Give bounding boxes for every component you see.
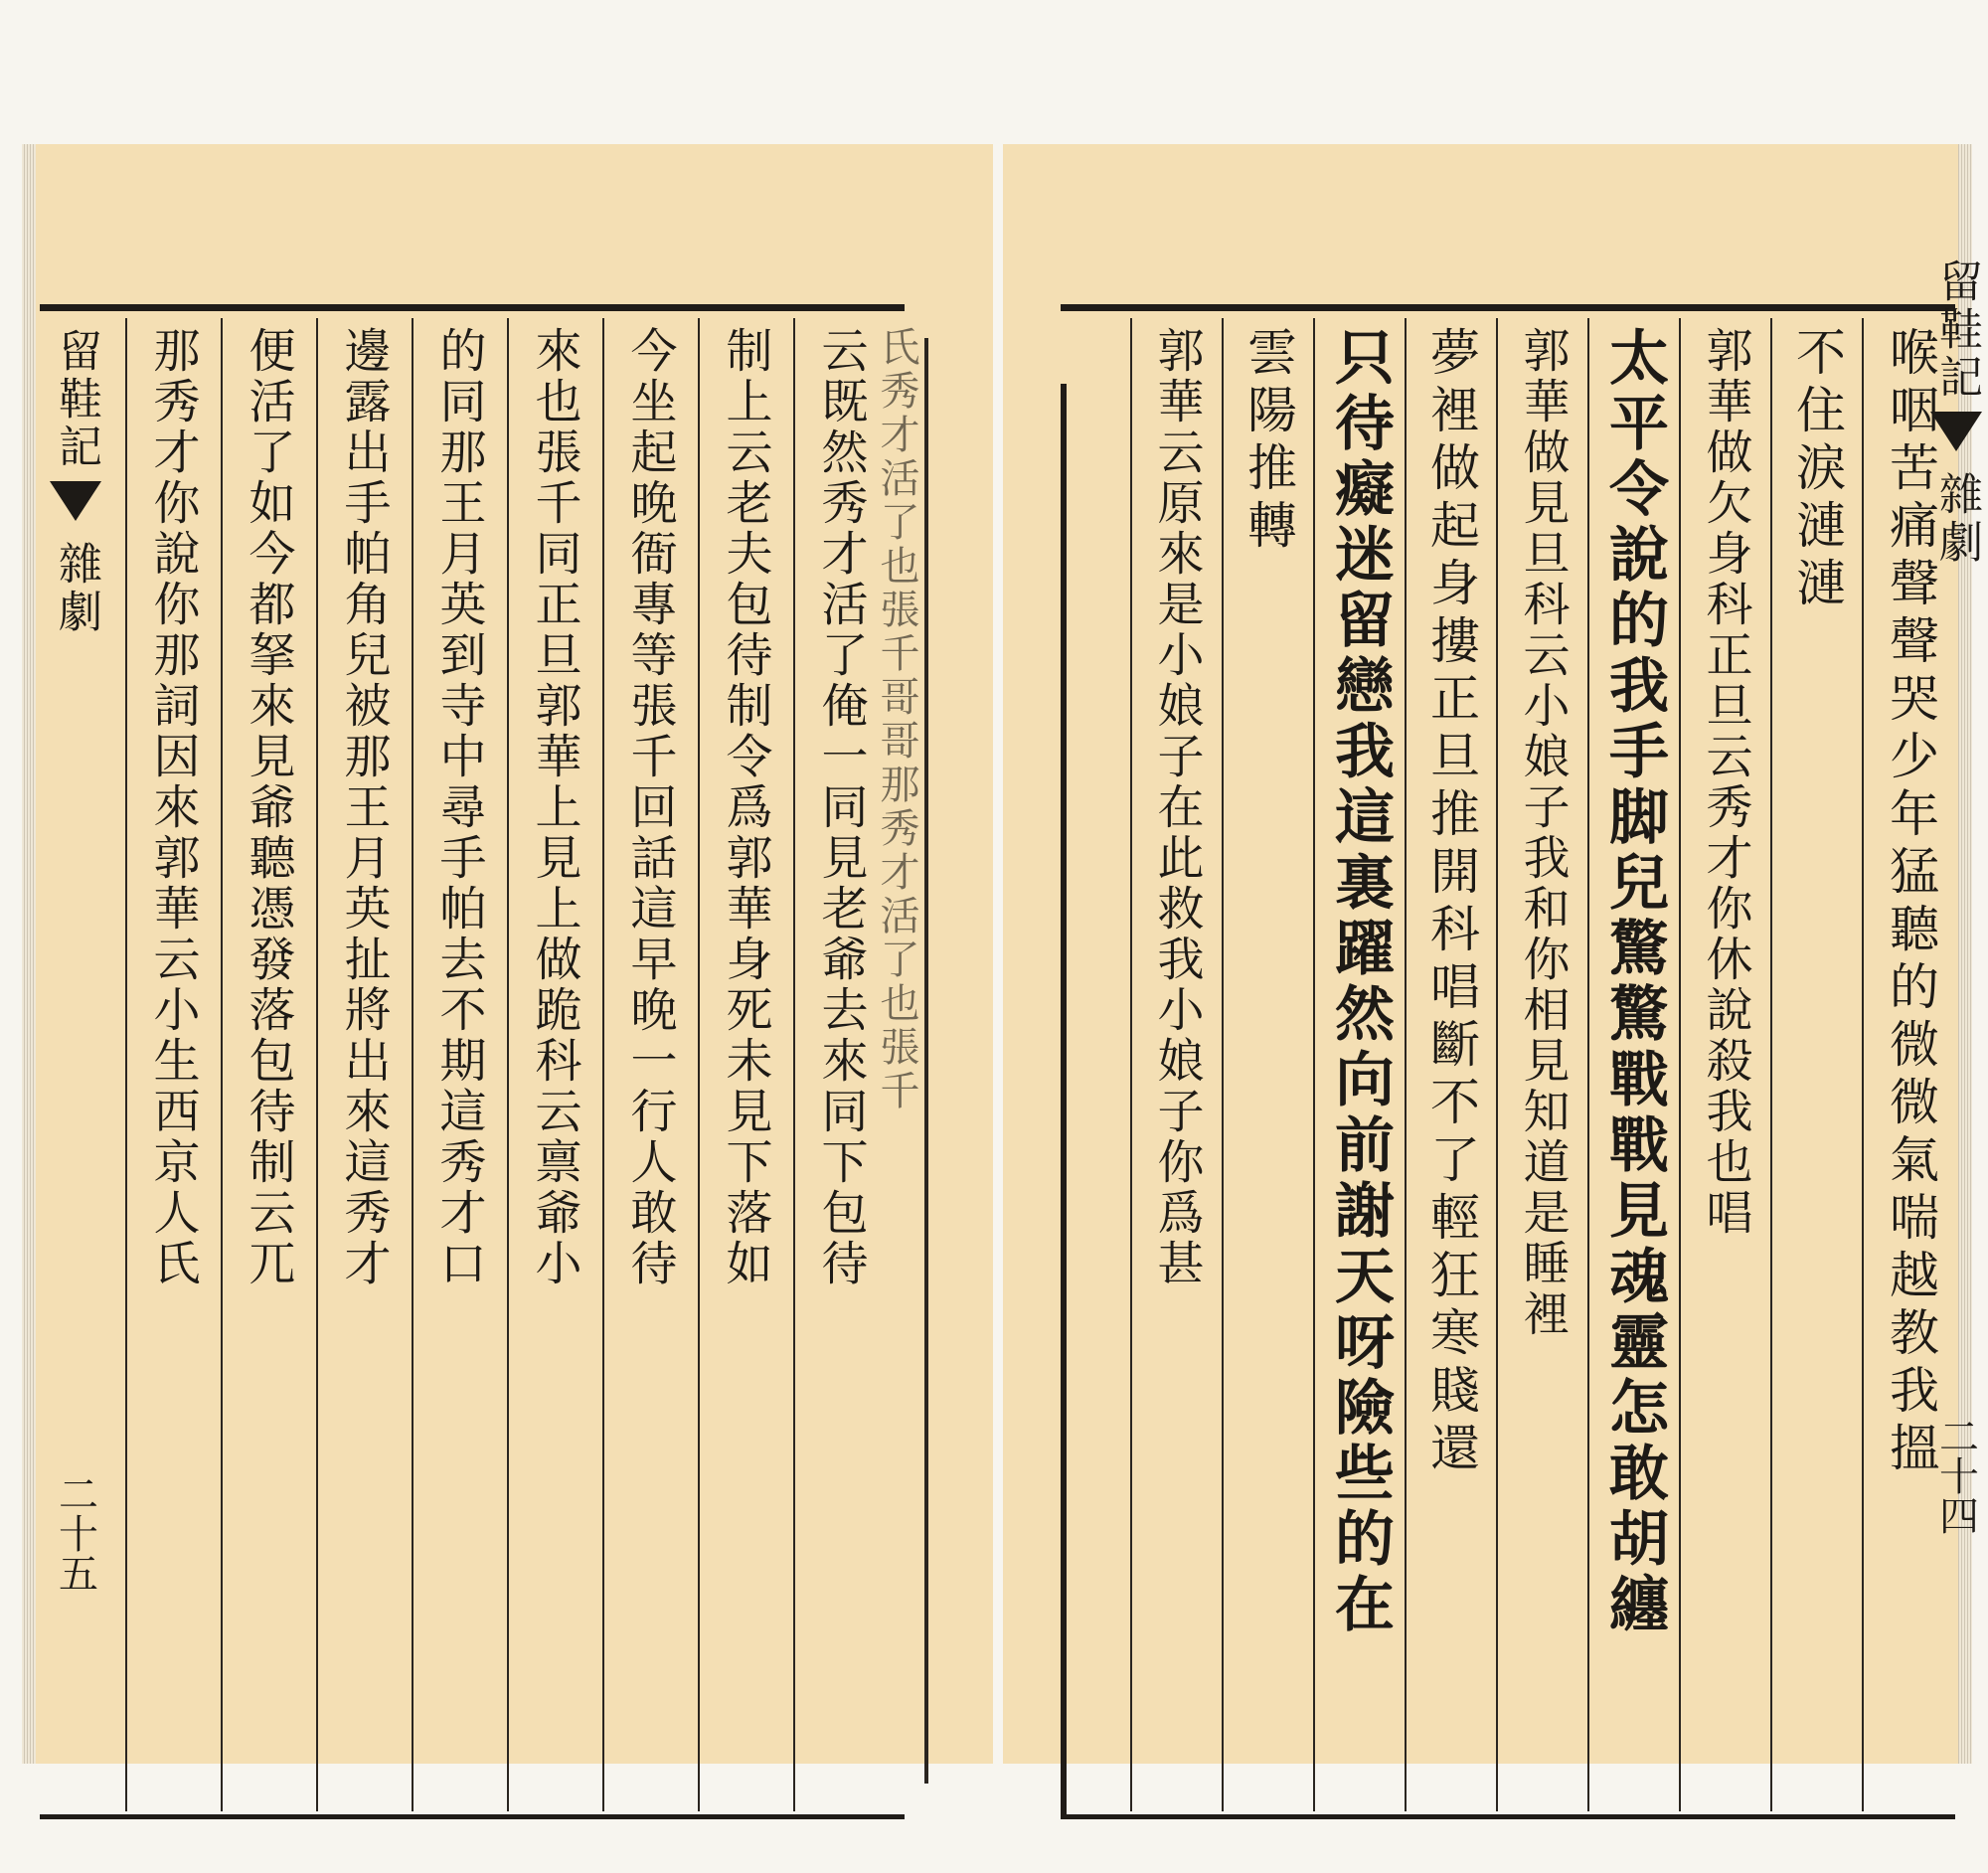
page-margin-strip bbox=[44, 318, 107, 1811]
text-column bbox=[793, 318, 887, 1811]
column-text: 來也張千同正旦郭華上見上做跪科云禀爺小 bbox=[527, 326, 582, 1289]
page-margin-strip bbox=[1928, 249, 1984, 1754]
folio-number: 二十五 bbox=[52, 1473, 98, 1593]
column-text: 的同那王月英到寺中尋手帕去不期這秀才口 bbox=[431, 326, 487, 1289]
margin-title: 留鞋記 bbox=[1931, 258, 1982, 402]
text-column bbox=[412, 318, 505, 1811]
text-column bbox=[602, 318, 696, 1811]
column-text: 那秀才你說你那詞因來郭華云小生西京人氏 bbox=[145, 326, 201, 1289]
column-text: 不住淚漣漣 bbox=[1788, 326, 1846, 614]
column-text: 雲陽推轉 bbox=[1240, 326, 1297, 557]
column-text: 邊露出手帕角兒被那王月英扯將出來這秀才 bbox=[336, 326, 392, 1289]
margin-title: 留鞋記 bbox=[51, 328, 101, 471]
text-column bbox=[1770, 318, 1862, 1811]
bottom-border-rule bbox=[40, 1814, 905, 1819]
folio-number: 二十四 bbox=[1932, 1416, 1979, 1535]
text-column bbox=[507, 318, 600, 1811]
text-frame bbox=[40, 304, 919, 1819]
text-column bbox=[221, 318, 314, 1811]
column-text: 制上云老夫包待制令爲郭華身死未見下落如 bbox=[718, 326, 773, 1289]
margin-section: 雜劇 bbox=[1931, 471, 1982, 567]
bottom-border-rule bbox=[1061, 1814, 1955, 1819]
fishtail-ornament-icon bbox=[50, 481, 101, 521]
text-column bbox=[1496, 318, 1587, 1811]
text-column bbox=[698, 318, 791, 1811]
text-column bbox=[1405, 318, 1496, 1811]
text-column bbox=[1679, 318, 1770, 1811]
text-column bbox=[1587, 318, 1679, 1811]
text-column bbox=[1313, 318, 1405, 1811]
top-border-rule bbox=[40, 304, 905, 311]
column-text: 夢裡做起身摟正旦推開科唱斷不了輕狂寒賤還 bbox=[1422, 326, 1480, 1479]
column-text: 郭華做欠身科正旦云秀才你休說殺我也唱 bbox=[1698, 326, 1753, 1239]
margin-section: 雜劇 bbox=[51, 541, 101, 636]
column-text: 郭華云原來是小娘子在此救我小娘子你爲甚 bbox=[1149, 326, 1205, 1289]
text-column-partial bbox=[874, 318, 919, 1811]
top-border-rule bbox=[1061, 304, 1955, 311]
text-column bbox=[125, 318, 219, 1811]
fishtail-ornament-icon bbox=[1930, 412, 1982, 451]
column-text: 便活了如今都拏來見爺聽憑發落包待制云兀 bbox=[241, 326, 296, 1289]
text-column bbox=[1222, 318, 1313, 1811]
column-text: 太平令說的我手脚兒驚驚戰戰見魂靈怎敢胡纏 bbox=[1599, 326, 1669, 1638]
text-column bbox=[1130, 318, 1222, 1811]
column-text: 今坐起晚衙專等張千回話這早晚一行人敢待 bbox=[622, 326, 678, 1289]
text-frame bbox=[1061, 304, 1955, 1819]
right-page bbox=[999, 0, 1988, 1873]
spine-rule bbox=[924, 338, 928, 1784]
text-column bbox=[316, 318, 410, 1811]
column-text: 氏秀才活了也張千哥哥那秀才活了也張千 bbox=[874, 326, 919, 1113]
column-text: 只待癡迷留戀我這裏躍然向前謝天呀險些的在 bbox=[1325, 326, 1395, 1638]
column-text: 郭華做見旦科云小娘子我和你相見知道是睡裡 bbox=[1515, 326, 1571, 1340]
column-text: 云既然秀才活了俺一同見老爺去來同下包待 bbox=[813, 326, 869, 1289]
column-text: 喉咽苦痛聲聲哭少年猛聽的微微氣喘越教我搵 bbox=[1882, 326, 1939, 1479]
gutter-rule bbox=[1061, 384, 1067, 1819]
